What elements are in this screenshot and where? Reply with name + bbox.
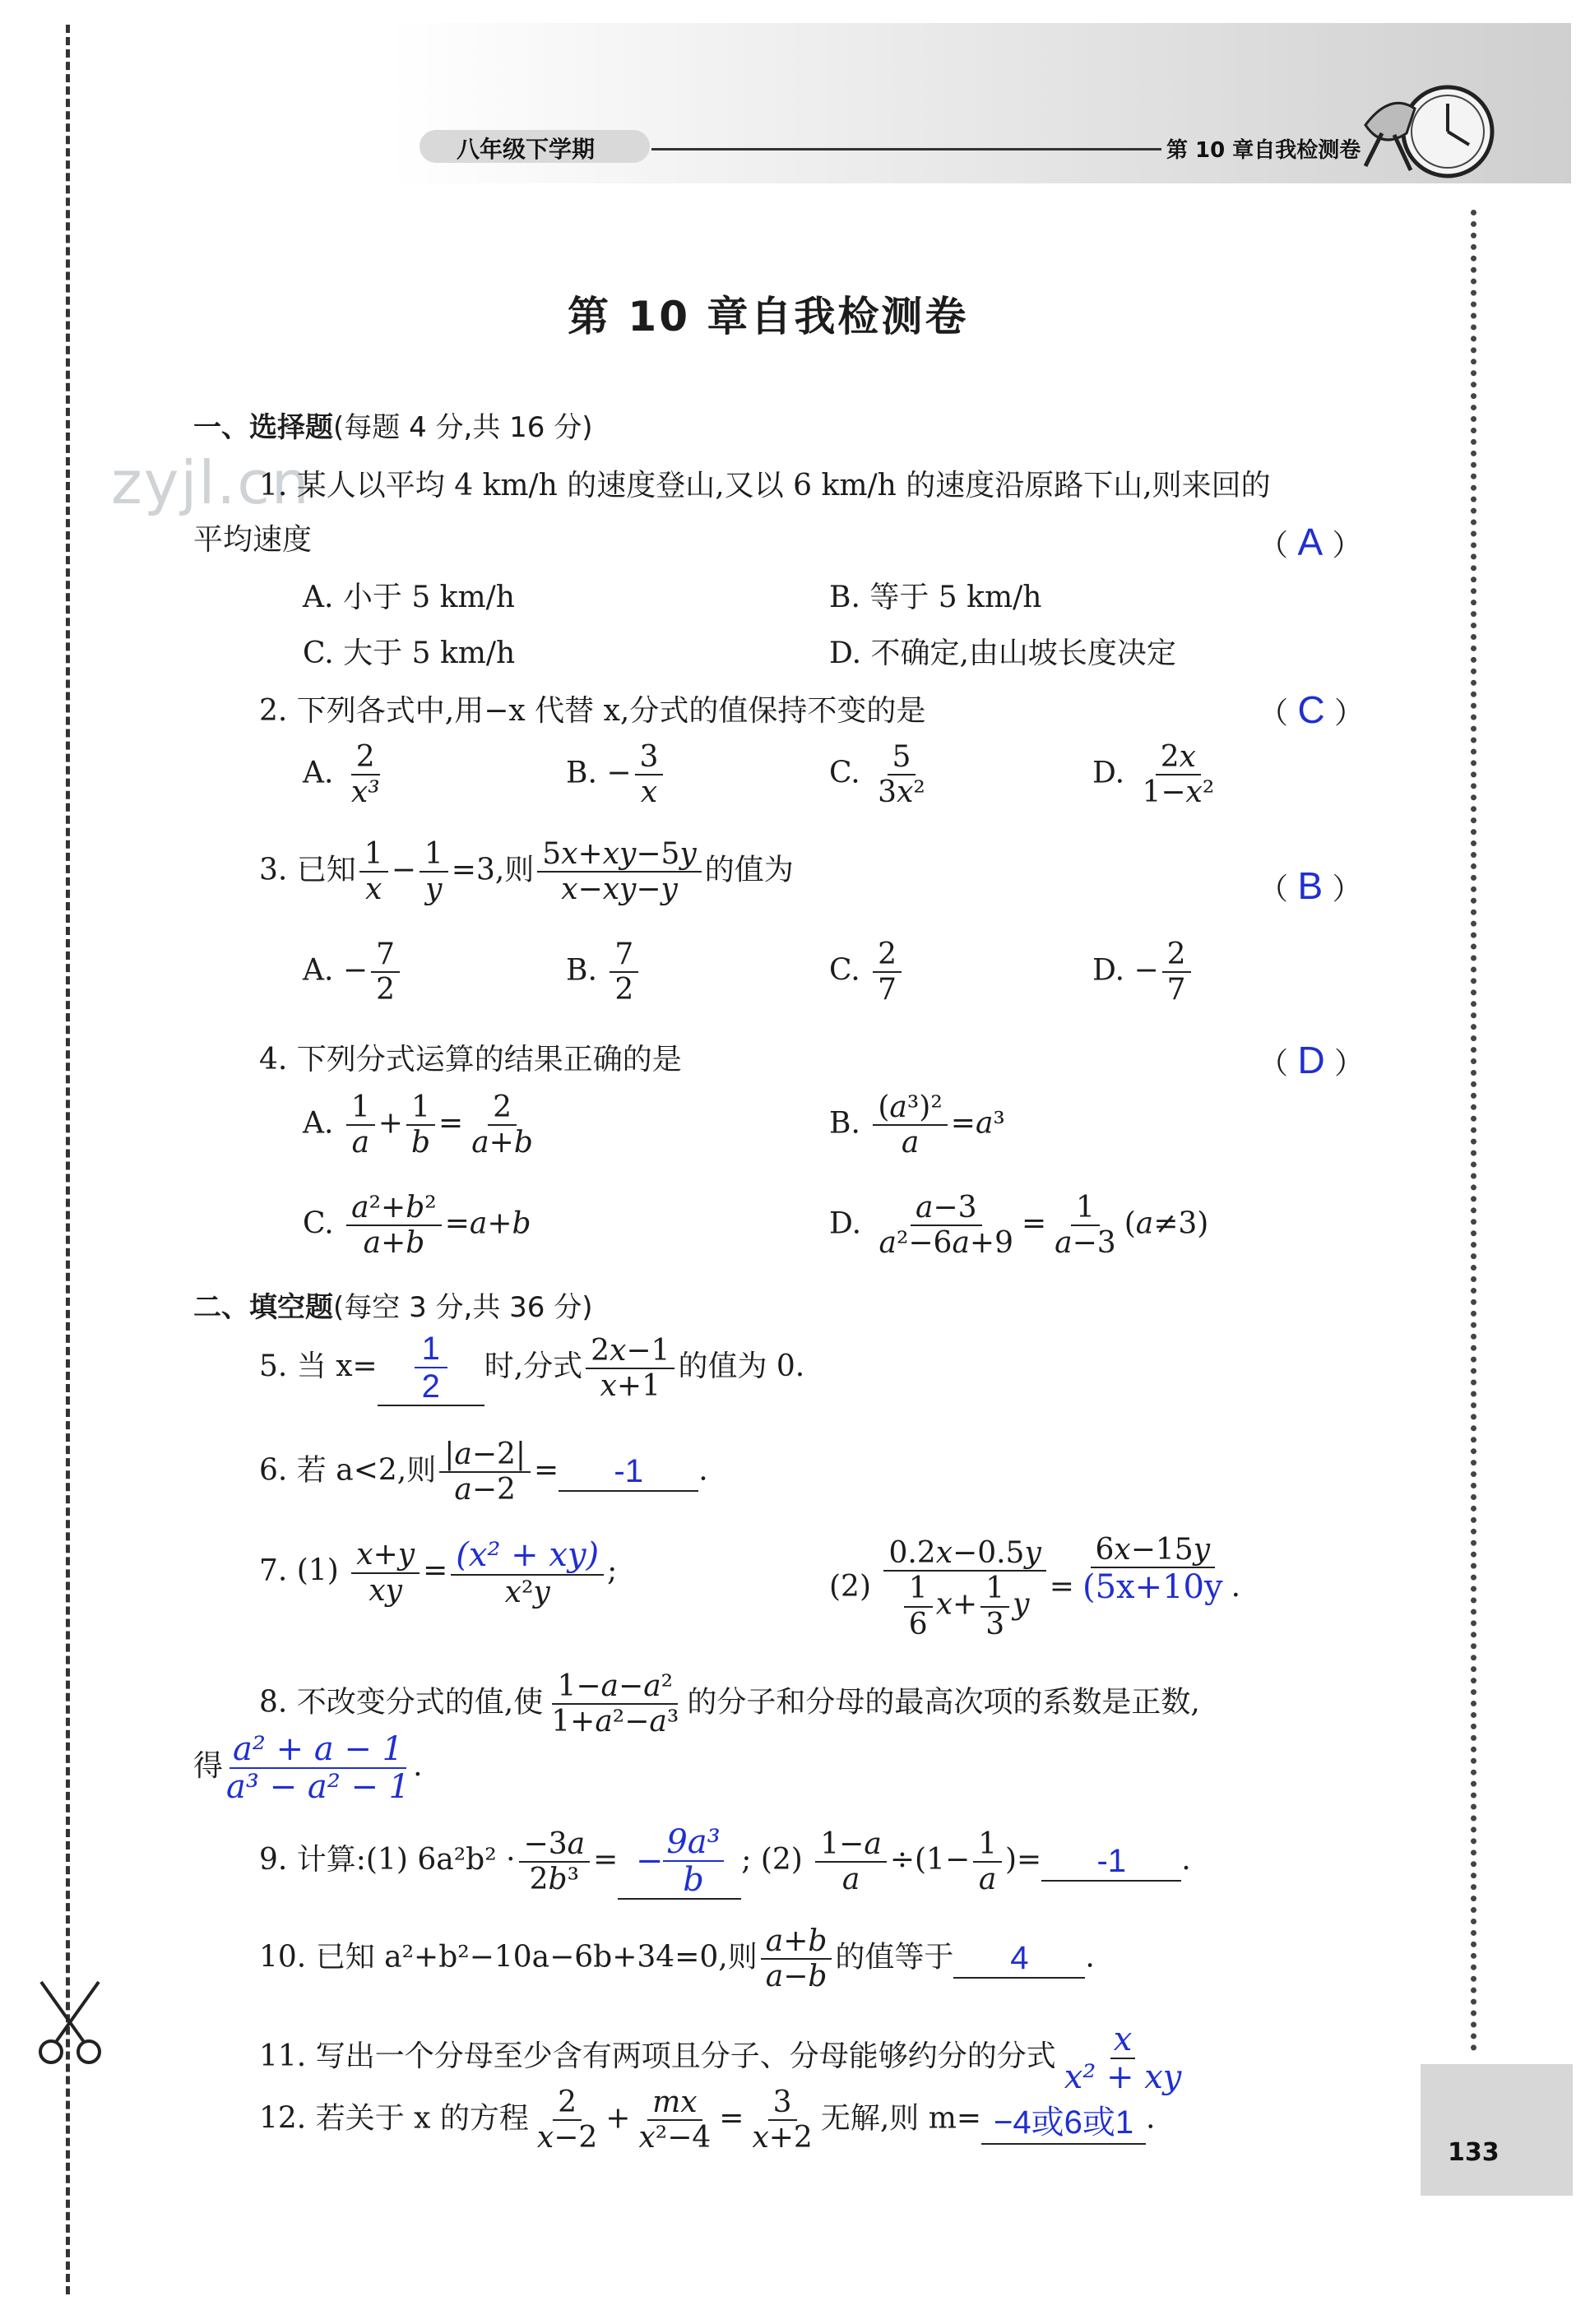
q7-part1: 7. (1) $\frac{x+y}{xy}$ = $\frac{\text{(x² + xy)}}{\text{x²y}}$ ;: [259, 1536, 618, 1609]
q8-line2-text: 得: [193, 1749, 224, 1783]
q8-line1-tail: 的分子和分母的最高次项的系数是正数,: [687, 1685, 1200, 1720]
q9-answer2: -1: [1096, 1842, 1127, 1879]
runner-clock-icon: [1349, 76, 1514, 183]
q1-answer: A: [1297, 521, 1323, 563]
q5-suffix: 的值为 0.: [678, 1349, 805, 1383]
q10-answer: 4: [1010, 1939, 1029, 1976]
q7-label2: (2): [829, 1570, 871, 1604]
q11-answer-num: x: [1110, 2021, 1136, 2059]
scissors-icon: [33, 1978, 107, 2068]
q2-text: 2. 下列各式中,用−x 代替 x,分式的值保持不变的是: [259, 694, 926, 728]
q2-option-a: A. $\frac{2}{\text{x³}}$: [303, 740, 380, 810]
q9-mid: ; (2): [741, 1843, 803, 1877]
watermark: zyjl.cn: [111, 448, 311, 517]
q3-option-c: C. $\frac{2}{7}$: [829, 937, 905, 1007]
q5-prefix: 5. 当 x=: [259, 1349, 378, 1383]
q3-mid: =3,则: [451, 853, 535, 887]
section1-note: (每题 4 分,共 16 分): [333, 411, 593, 444]
q3-option-a: A. − $\frac{7}{2}$: [303, 937, 403, 1007]
q6-text: 6. 若 a<2,则 $\frac{|a-2|}{a-2}$ = -1 .: [259, 1437, 708, 1507]
q1-option-b: B. 等于 5 km/h: [829, 581, 1042, 614]
q7-part2: (2) 0.2x−0.5y $\frac{1}{6}$ x+ $\frac{1}{3}$ y = $\frac{6x-15y}{(5x+10y}$ .: [829, 1533, 1241, 1641]
q5-answer-den: 2: [415, 1367, 447, 1405]
q2-answer: C: [1297, 688, 1325, 731]
q4-text: 4. 下列分式运算的结果正确的是: [259, 1043, 682, 1076]
q2-option-d: D. $\frac{2x}{\text{1−x²}}$: [1092, 740, 1215, 810]
q12-suffix: 无解,则 m=: [820, 2101, 982, 2136]
q4-option-d: D. $\frac{a-3}{\text{a²−6a+9}}$ = $\frac{1}{a-3}$ (a≠3): [829, 1191, 1209, 1261]
q5-mid: 时,分式: [484, 1349, 583, 1383]
q12-prefix: 12. 若关于 x 的方程: [259, 2101, 529, 2136]
q7-answer2: (5x+10y: [1082, 1568, 1223, 1607]
q4-option-b: B. $\frac{\text{(a³)²}}{a}$ =a³: [829, 1090, 1005, 1160]
q3-prefix: 3. 已知: [259, 853, 356, 887]
q9-answer1-num: 9a³: [663, 1824, 723, 1862]
q1-text-line1: 1. 某人以平均 4 km/h 的速度登山,又以 6 km/h 的速度沿原路下山,则来回的: [259, 469, 1271, 502]
q1-option-a: A. 小于 5 km/h: [303, 581, 515, 614]
q8-answer-den: a³ − a² − 1: [226, 1768, 410, 1806]
header-rule: [651, 148, 1161, 150]
q4-answer-bracket: （ D ）: [1259, 1039, 1365, 1081]
q7-answer1: (x² + xy): [456, 1536, 600, 1574]
q1-option-d: D. 不确定,由山坡长度决定: [829, 637, 1176, 670]
q3-answer: B: [1297, 864, 1323, 907]
q9-text: 9. 计算:(1) 6a²b² · $\frac{-3a}{\text{2b³}}$ = − $\frac{\text{9a³}}{b}$ ; (2) $\frac{1-a}{a}$ ÷(1− $\frac{1}{a}$ )= -1 .: [259, 1823, 1191, 1899]
q9-answer1-den: b: [683, 1861, 704, 1899]
q3-suffix: 的值为: [704, 853, 794, 887]
q12-answer: −4或6或1: [993, 2104, 1134, 2141]
page-number: 133: [1448, 2138, 1500, 2167]
q10-text: 10. 已知 a²+b²−10a−6b+34=0,则 $\frac{a+b}{a-b}$ 的值等于 4 .: [259, 1924, 1095, 1994]
q11-text-body: 11. 写出一个分母至少含有两项且分子、分母能够约分的分式: [259, 2039, 1056, 2073]
q4-answer: D: [1297, 1039, 1325, 1081]
q2-answer-bracket: （ C ）: [1259, 688, 1365, 731]
q11-answer-den: x² + xy: [1064, 2058, 1182, 2096]
section2-heading: [193, 1285, 592, 1325]
dotted-border: [1471, 210, 1476, 2052]
header-grade: 八年级下学期: [457, 136, 596, 163]
section1-label: 一、选择题: [193, 411, 333, 444]
q1-answer-bracket: （ A ）: [1259, 521, 1362, 563]
section2-label: 二、填空题: [193, 1291, 333, 1324]
q4-option-c: C. $\frac{\text{a²+b²}}{a+b}$ =a+b: [303, 1191, 531, 1261]
q5-answer-num: 1: [421, 1331, 440, 1367]
q8-line2: 得 $\frac{\text{a² + a − 1}}{\text{a³ − a² − 1}}$ .: [193, 1730, 423, 1806]
page-number-box: [1421, 2064, 1573, 2196]
q11-text: [259, 2021, 1181, 2095]
q1-text-line2: 平均速度: [193, 523, 313, 557]
q5-text: 5. 当 x= $\frac{1}{2}$ 时,分式 $\frac{2x-1}{x+1}$ 的值为 0.: [259, 1331, 805, 1405]
q10-prefix: 10. 已知 a²+b²−10a−6b+34=0,则: [259, 1940, 758, 1974]
q3-text: 3. 已知 $\frac{1}{x}$ − $\frac{1}{y}$ =3,则 $\frac{5x+xy-5y}{x-xy-y}$ 的值为: [259, 837, 794, 907]
q3-option-b: B. $\frac{7}{2}$: [566, 937, 642, 1007]
q8-line1-text: 8. 不改变分式的值,使: [259, 1685, 544, 1720]
q12-text: 12. 若关于 x 的方程 $\frac{2}{x-2}$ + $\frac{mx}{\text{x²−4}}$ = $\frac{3}{x+2}$ 无解,则 m= −4或6或1 .: [259, 2086, 1156, 2155]
q3-option-d: D. − $\frac{2}{7}$: [1092, 937, 1194, 1007]
q6-answer: -1: [614, 1452, 643, 1489]
q9-prefix: 9. 计算:(1) 6a²b² ·: [259, 1843, 516, 1877]
q2-option-b: B. − $\frac{3}{x}$: [566, 740, 666, 810]
q3-answer-bracket: （ B ）: [1259, 864, 1362, 907]
q2-option-c: C. $\frac{5}{\text{3x²}}$: [829, 740, 925, 810]
page-title: 第 10 章自我检测卷: [568, 293, 969, 340]
cut-line: [66, 25, 70, 2294]
q4-option-a: A. $\frac{1}{a}$ + $\frac{1}{b}$ = $\frac{2}{a+b}$: [303, 1090, 533, 1160]
header-chapter: 第 10 章自我检测卷: [1166, 138, 1361, 163]
section1-heading: [193, 405, 592, 445]
section2-note: (每空 3 分,共 36 分): [333, 1291, 593, 1324]
q10-suffix: 的值等于: [835, 1940, 954, 1974]
q8-answer-num: a² + a − 1: [229, 1731, 406, 1769]
q7-label1: 7. (1): [259, 1553, 339, 1588]
q6-prefix: 6. 若 a<2,则: [259, 1453, 437, 1488]
q8-line1: 8. 不改变分式的值,使 $\frac{\text{1−a−a²}}{\text{1+a²−a³}}$ 的分子和分母的最高次项的系数是正数,: [259, 1669, 1200, 1739]
q1-option-c: C. 大于 5 km/h: [303, 637, 516, 670]
